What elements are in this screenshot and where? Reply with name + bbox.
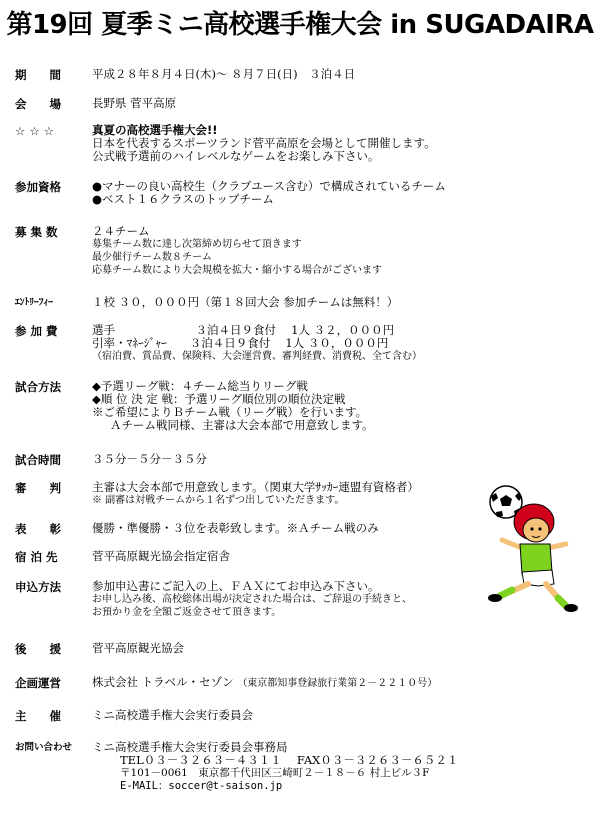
apply-line: 参加申込書にご記入の上、ＦＡＸにてお申込み下さい。 [92, 579, 380, 593]
lodging-value: 菅平高原観光協会指定宿舎 [92, 549, 230, 563]
format-line: ※ご希望によりＢチーム戦（リーグ戦）を行います。 [92, 405, 368, 419]
lodging-label: 宿 泊 先 [15, 550, 58, 564]
period-value: 平成２８年８月４日(木)～ ８月７日(日) ３泊４日 [92, 67, 356, 81]
eligibility-line: ●マナーの良い高校生（クラブユース含む）で構成されているチーム [92, 179, 446, 193]
eligibility-line: ●ベスト１６クラスのトップチーム [92, 192, 274, 206]
referee-line: 主審は大会本部で用意致します。（関東大学ｻｯｶｰ連盟有資格者） [92, 480, 419, 494]
planning-company: 株式会社 トラベル・セゾン [92, 675, 234, 689]
contact-address: 〒101－0061 東京都千代田区三崎町２－１８－６ 村上ビル３F [120, 767, 430, 779]
award-label: 表 彰 [15, 522, 61, 536]
contact-label: お問い合わせ [15, 742, 73, 753]
apply-label: 申込方法 [15, 580, 61, 594]
award-value: 優勝・準優勝・３位を表彰致します。※Ａチーム戦のみ [92, 521, 379, 535]
apply-note: お申し込み後、高校総体出場が決定された場合は、ご辞退の手続きと、 [92, 594, 412, 605]
entry-value: １校 ３０，０００円（第１８回大会 参加チームは無料！） [92, 295, 399, 309]
venue-value: 長野県 菅平高原 [92, 96, 177, 110]
time-label: 試合時間 [15, 453, 61, 467]
recruit-note: 募集チーム数に達し次第締め切らせて頂きます [92, 239, 302, 250]
fee-note: （宿泊費、賞品費、保険料、大会運営費、審判経費、消費税、全て含む） [92, 351, 422, 362]
page-title: 第19回 夏季ミニ高校選手権大会 in SUGADAIRA [6, 10, 594, 40]
support-value: 菅平高原観光協会 [92, 641, 184, 655]
time-value: ３５分－５分－３５分 [92, 452, 207, 466]
venue-label: 会 場 [15, 97, 61, 111]
entry-label: ｴﾝﾄﾘｰﾌｨｰ [15, 297, 54, 308]
stars-line: 日本を代表するスポーツランド菅平高原を会場として開催します。 [92, 136, 436, 150]
host-label: 主 催 [15, 709, 61, 723]
period-label: 期 間 [15, 68, 61, 82]
fee-label: 参 加 費 [15, 324, 58, 338]
recruit-count: ２４チーム [92, 224, 150, 238]
host-value: ミニ高校選手権大会実行委員会 [92, 708, 253, 722]
recruit-note: 最少催行チーム数８チーム [92, 252, 212, 263]
apply-note: お預かり金を全額ご返金させて頂きます。 [92, 607, 282, 618]
contact-office: ミニ高校選手権大会実行委員会事務局 [92, 740, 288, 754]
recruit-label: 募 集 数 [15, 225, 58, 239]
planning-label: 企画運営 [15, 676, 61, 690]
eligibility-label: 参加資格 [15, 180, 61, 194]
support-label: 後 援 [15, 642, 61, 656]
format-line: ◆予選リーグ戦：４チーム総当りリーグ戦 [92, 379, 308, 393]
stars-heading: 真夏の高校選手権大会!! [92, 123, 218, 137]
format-line: ◆順 位 決 定 戦：予選リーグ順位別の順位決定戦 [92, 392, 346, 406]
fee-player: 選手 ３泊４日９食付 1人 ３２，０００円 [92, 323, 395, 337]
format-line: Ａチーム戦同様、主審は大会本部で用意致します。 [110, 418, 374, 432]
contact-phone: TEL０３－３２６３－４３１１ FAX０３－３２６３－６５２１ [120, 753, 459, 767]
fee-staff: 引率・ﾏﾈｰｼﾞｬｰ ３泊４日９食付 1人 ３０，０００円 [92, 336, 389, 350]
referee-label: 審 判 [15, 481, 61, 495]
planning-registration: （東京都知事登録旅行業第２－２２１０号） [237, 678, 438, 689]
recruit-note: 応募チーム数により大会規模を拡大・縮小する場合がございます [92, 265, 382, 276]
referee-note: ※ 副審は対戦チームから１名ずつ出していただきます。 [92, 495, 345, 506]
contact-email: E-MAIL：soccer@t-saison.jp [120, 780, 283, 792]
soccer-player-illustration [478, 484, 590, 612]
format-label: 試合方法 [15, 380, 61, 394]
stars-line: 公式戦予選前のハイレベルなゲームをお楽しみ下さい。 [92, 149, 380, 163]
stars-label: ☆ ☆ ☆ [15, 124, 54, 138]
